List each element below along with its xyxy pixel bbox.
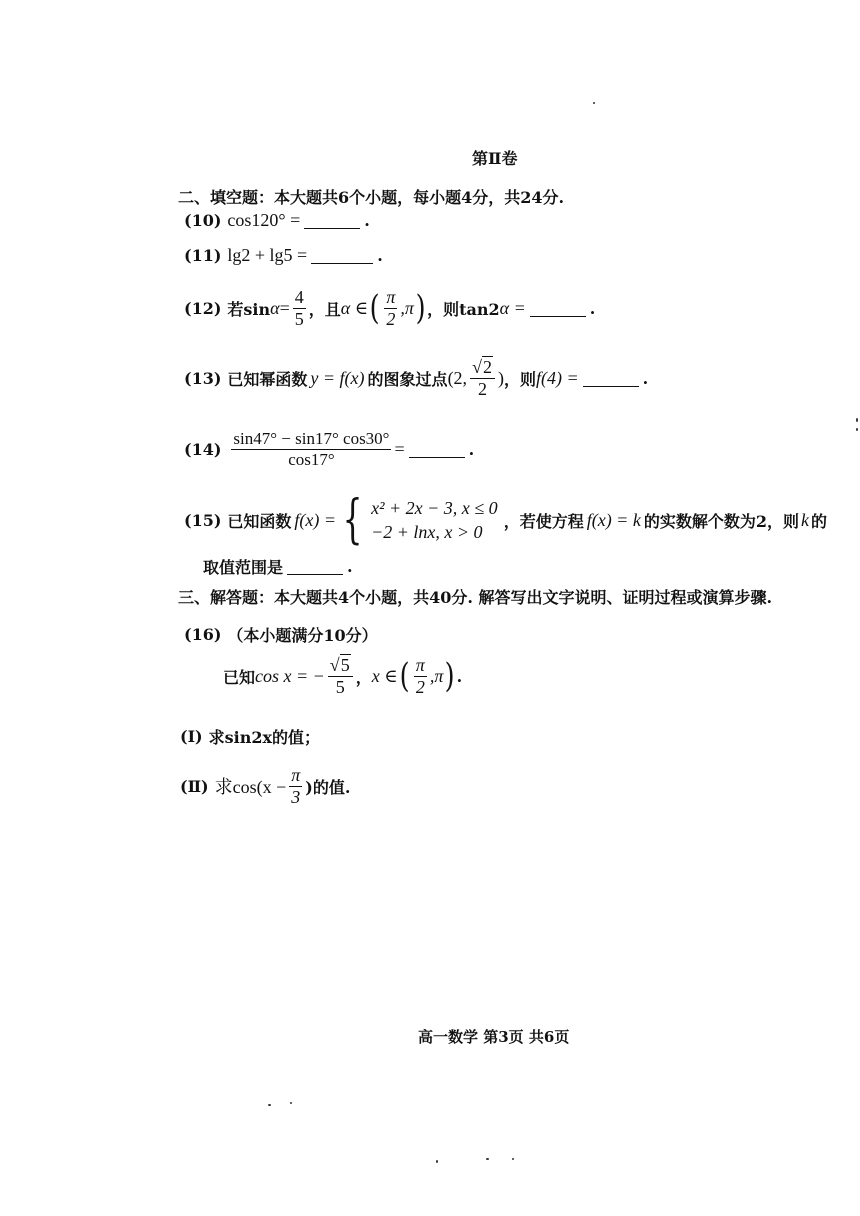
- q11-expr: lg2 + lg5 =: [227, 245, 308, 265]
- q12-frac-num: 4: [294, 287, 304, 307]
- scan-speck: [290, 1102, 292, 1104]
- q13-mid: 的图象过点: [367, 369, 448, 389]
- q16-sep: ，: [355, 667, 372, 687]
- scan-speck: [436, 1160, 438, 1163]
- q15-case2: −2 + lnx, x > 0: [371, 522, 483, 542]
- question-14: [184, 430, 474, 469]
- q13-blank: [583, 370, 639, 387]
- q13-post: ，则: [503, 369, 536, 389]
- question-15: [184, 490, 827, 550]
- q16-given-pre: 已知: [223, 667, 256, 687]
- q16-part2-num: π: [291, 765, 301, 785]
- q10-end: .: [364, 211, 370, 230]
- q16-part1: [180, 725, 320, 748]
- q16-part2-fraction: [289, 766, 302, 807]
- scan-speck: [593, 102, 595, 104]
- q10-blank: [304, 212, 360, 229]
- q16-given-den: 5: [335, 676, 345, 697]
- q12-blank: [530, 300, 586, 317]
- q15-func: f(x) =: [294, 509, 337, 530]
- q16-part2-post: )的值.: [305, 777, 351, 797]
- question-13: [184, 358, 648, 399]
- q15-pre: 已知函数: [227, 511, 292, 531]
- q14-fraction: [231, 430, 391, 469]
- q14-end: .: [468, 439, 475, 459]
- q15-tail2: 的: [810, 511, 827, 531]
- q12-post2: α =: [499, 297, 526, 318]
- q12-frac-den: 5: [294, 308, 304, 329]
- q16-end: .: [456, 666, 463, 686]
- q12-post: ，则tan2: [427, 299, 500, 319]
- q15-blank: [287, 558, 343, 575]
- q14-number: (14): [184, 439, 222, 459]
- q12-int-den: 2: [386, 308, 396, 329]
- q13-point-fraction: [470, 358, 495, 399]
- scan-speck: [268, 1104, 271, 1106]
- right-paren-glyph: ): [445, 656, 455, 697]
- q16-given: [223, 656, 462, 697]
- q16-part2: [180, 766, 350, 807]
- q15-end: .: [347, 557, 353, 576]
- q12-in: α ∈: [340, 297, 369, 318]
- q13-pt-den: 2: [478, 378, 487, 399]
- q16-given-cos: cos x = −: [255, 665, 325, 686]
- scan-speck: [856, 418, 858, 422]
- q15-mid: ，若使方程: [503, 511, 584, 531]
- piecewise-brace-glyph: {: [342, 490, 363, 550]
- scan-speck: [486, 1158, 489, 1160]
- q12-alpha: α: [270, 297, 280, 318]
- q16-int-num: π: [415, 655, 425, 675]
- q16-part2-label: (Ⅱ): [180, 776, 209, 796]
- q10-expr: cos120° =: [227, 210, 301, 230]
- q13-func: y = f(x): [310, 367, 365, 388]
- scan-speck: [856, 428, 858, 431]
- q12-end: .: [589, 298, 596, 318]
- question-15-line2: [203, 555, 353, 578]
- section2-heading: 二、填空题：本大题共6个小题，每小题4分，共24分.: [178, 188, 565, 207]
- page-footer: 高一数学 第3页 共6页: [418, 1028, 570, 1046]
- question-11: [184, 245, 383, 266]
- q13-pt-open: (2,: [447, 367, 468, 388]
- q14-eq: =: [394, 438, 405, 459]
- q14-frac-num: sin47° − sin17° cos30°: [233, 429, 390, 448]
- q16-int-den: 2: [415, 676, 425, 697]
- q15-eqn: f(x) = k: [586, 509, 641, 530]
- q16-number: (16): [184, 625, 222, 644]
- q13-f4: f(4) =: [535, 367, 579, 388]
- q12-fraction: [293, 288, 306, 329]
- q12-mid: ，且: [308, 299, 341, 319]
- q15-piecewise: [371, 496, 498, 545]
- q16-part1-text: 求sin2x的值；: [208, 728, 321, 747]
- q14-frac-den: cos17°: [288, 449, 335, 469]
- q11-number: (11): [184, 246, 222, 265]
- q16-part2-den: 3: [291, 786, 301, 807]
- q16-part2-pre: 求cos(x −: [214, 777, 287, 798]
- q12-pre: 若sin: [227, 299, 271, 319]
- q13-pre: 已知幂函数: [227, 369, 308, 389]
- right-paren-glyph: ): [415, 288, 426, 329]
- q15-line2: 取值范围是: [203, 558, 284, 577]
- q16-given-fraction: [328, 656, 353, 697]
- volume-title: 第Ⅱ卷: [472, 149, 518, 168]
- question-12: [184, 288, 595, 329]
- q16-int-end: ,π: [429, 665, 444, 686]
- q16-interval-fraction: [414, 656, 427, 697]
- q16-part1-label: (Ⅰ): [180, 727, 203, 746]
- q16-sqrt: √5: [328, 656, 353, 677]
- q15-case1: x² + 2x − 3, x ≤ 0: [371, 497, 498, 518]
- q12-interval-fraction: [384, 288, 397, 329]
- question-16-title: [184, 623, 378, 646]
- q12-eq: =: [279, 297, 290, 318]
- q11-blank: [311, 247, 373, 264]
- left-paren-glyph: (: [399, 656, 410, 697]
- q12-number: (12): [184, 298, 222, 318]
- q11-end: .: [377, 246, 383, 265]
- scan-speck: [512, 1158, 514, 1160]
- q14-blank: [409, 441, 465, 458]
- q13-sqrt: √2: [470, 358, 495, 379]
- q10-number: (10): [184, 211, 222, 230]
- q12-int-num: π: [386, 287, 396, 307]
- q16-x-in: x ∈: [371, 665, 398, 686]
- q13-pt-close: ): [497, 367, 504, 388]
- section3-heading: 三、解答题：本大题共4个小题，共40分. 解答写出文字说明、证明过程或演算步骤.: [178, 588, 773, 607]
- q15-k: k: [800, 509, 809, 530]
- left-paren-glyph: (: [369, 288, 380, 329]
- q13-end: .: [642, 368, 649, 388]
- q13-number: (13): [184, 368, 222, 388]
- question-10: [184, 210, 370, 231]
- q15-number: (15): [184, 510, 222, 530]
- q12-int-end: ,π: [400, 297, 414, 318]
- q16-title: （本小题满分10分）: [227, 626, 378, 645]
- q15-tail: 的实数解个数为2，则: [643, 511, 799, 531]
